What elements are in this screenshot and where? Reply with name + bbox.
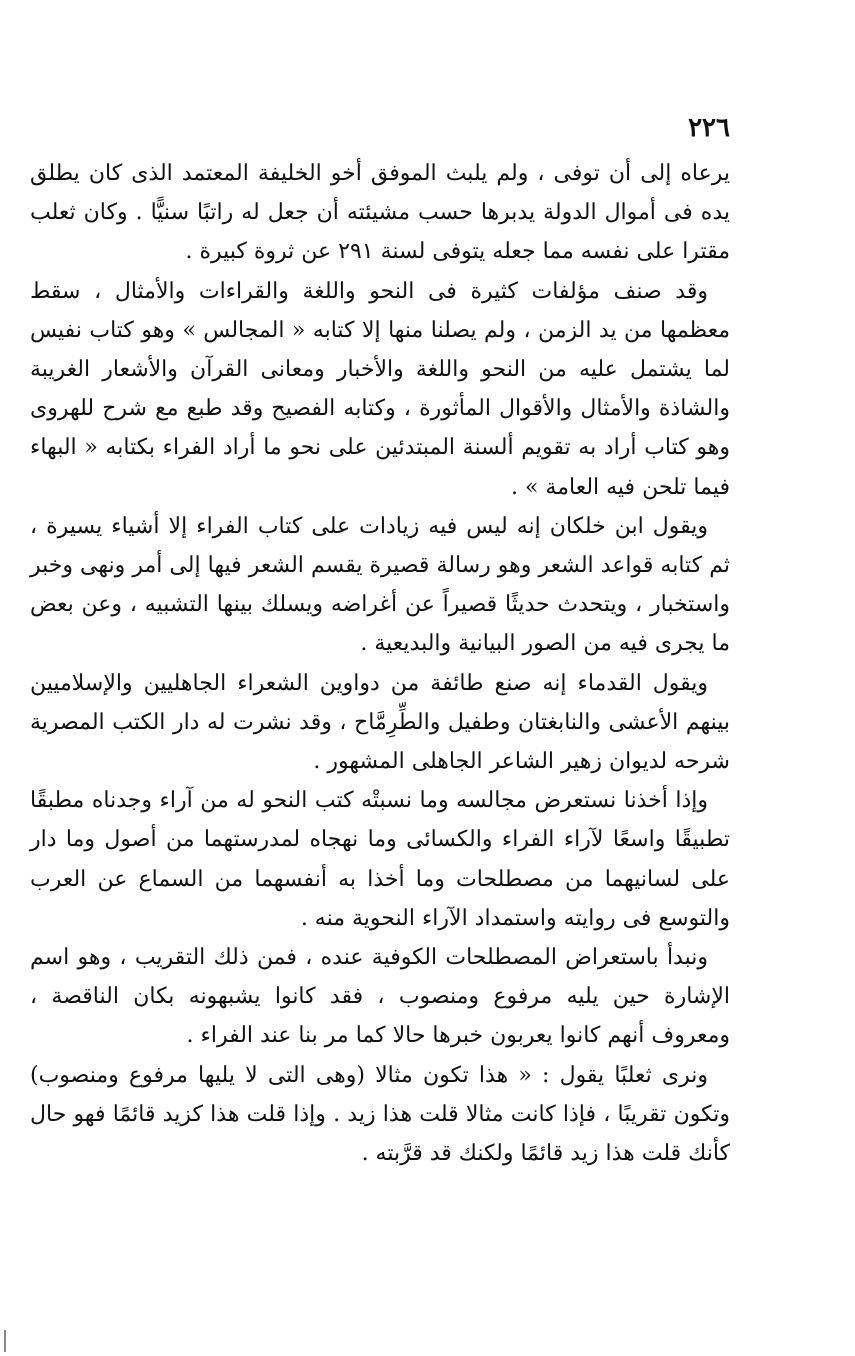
- paragraph: ونبدأ باستعراض المصطلحات الكوفية عنده ، فمن ذلك التقريب ، وهو اسم الإشارة حين يليه مرفوع ومنصوب ، فقد كانوا يشبهونه بكان الناقصة ، ومعروف أنهم كانوا يعربون خبرها حالا كما مر بنا عند الفراء .: [30, 945, 730, 1049]
- paragraph: وقد صنف مؤلفات كثيرة فى النحو واللغة والقراءات والأمثال ، سقط معظمها من يد الزمن ، ولم يصلنا منها إلا كتابه « المجالس » وهو كتاب نفيس لما يشتمل عليه من النحو واللغة والأخبار ومعانى القرآن والأشعار الغريبة والشاذة والأمثال والأقوال المأثورة ، وكتابه الفصيح وقد طبع مع شرح للهروى وهو كتاب أراد به تقويم ألسنة المبتدئين على نحو ما أراد الفراء بكتابه « البهاء فيما تلحن فيه العامة » .: [30, 278, 730, 500]
- text-body: [30, 154, 730, 1173]
- paragraph: ويقول القدماء إنه صنع طائفة من دواوين الشعراء الجاهليين والإسلاميين بينهم الأعشى والنابغتان وطفيل والطِّرِمَّاح ، وقد نشرت له دار الكتب المصرية شرحه لديوان زهير الشاعر الجاهلى المشهور .: [30, 670, 730, 775]
- paragraph: ويقول ابن خلكان إنه ليس فيه زيادات على كتاب الفراء إلا أشياء يسيرة ، ثم كتابه قواعد الشعر وهو رسالة قصيرة يقسم الشعر فيها إلى أمر ونهى وخبر واستخبار ، ويتحدث حديثًا قصيراً عن أغراضه ويسلك بينها التشبيه ، وعن بعض ما يجرى فيه من الصور البيانية والبديعية .: [30, 513, 730, 657]
- paragraph: ونرى ثعلبًا يقول : « هذا تكون مثالا (وهى التى لا يليها مرفوع ومنصوب) وتكون تقريبًا ، فإذا كانت مثالا قلت هذا زيد . وإذا قلت هذا كزيد قائمًا فهو حال كأنك قلت هذا زيد قائمًا ولكنك قد قرَّبته .: [30, 1062, 730, 1167]
- scan-edge-mark: [4, 1330, 6, 1352]
- paragraph: وإذا أخذنا نستعرض مجالسه وما نسبتْه كتب النحو له من آراء وجدناه مطبقًا تطبيقًا واسعًا لآراء الفراء والكسائى وما نهجاه لمدرستهما من أصول وما دار على لسانيهما من مصطلحات وما أخذا به أنفسهما من السماع عن العرب والتوسع فى روايته واستمداد الآراء النحوية منه .: [30, 788, 730, 931]
- paragraph: يرعاه إلى أن توفى ، ولم يلبث الموفق أخو الخليفة المعتمد الذى كان يطلق يده فى أموال الدولة يدبرها حسب مشيئته أن جعل له راتبًا سنيًّا . وكان ثعلب مقترا على نفسه مما جعله يتوفى لسنة ٢٩١ عن ثروة كبيرة .: [30, 161, 730, 265]
- page-number: ٢٢٦: [688, 113, 730, 143]
